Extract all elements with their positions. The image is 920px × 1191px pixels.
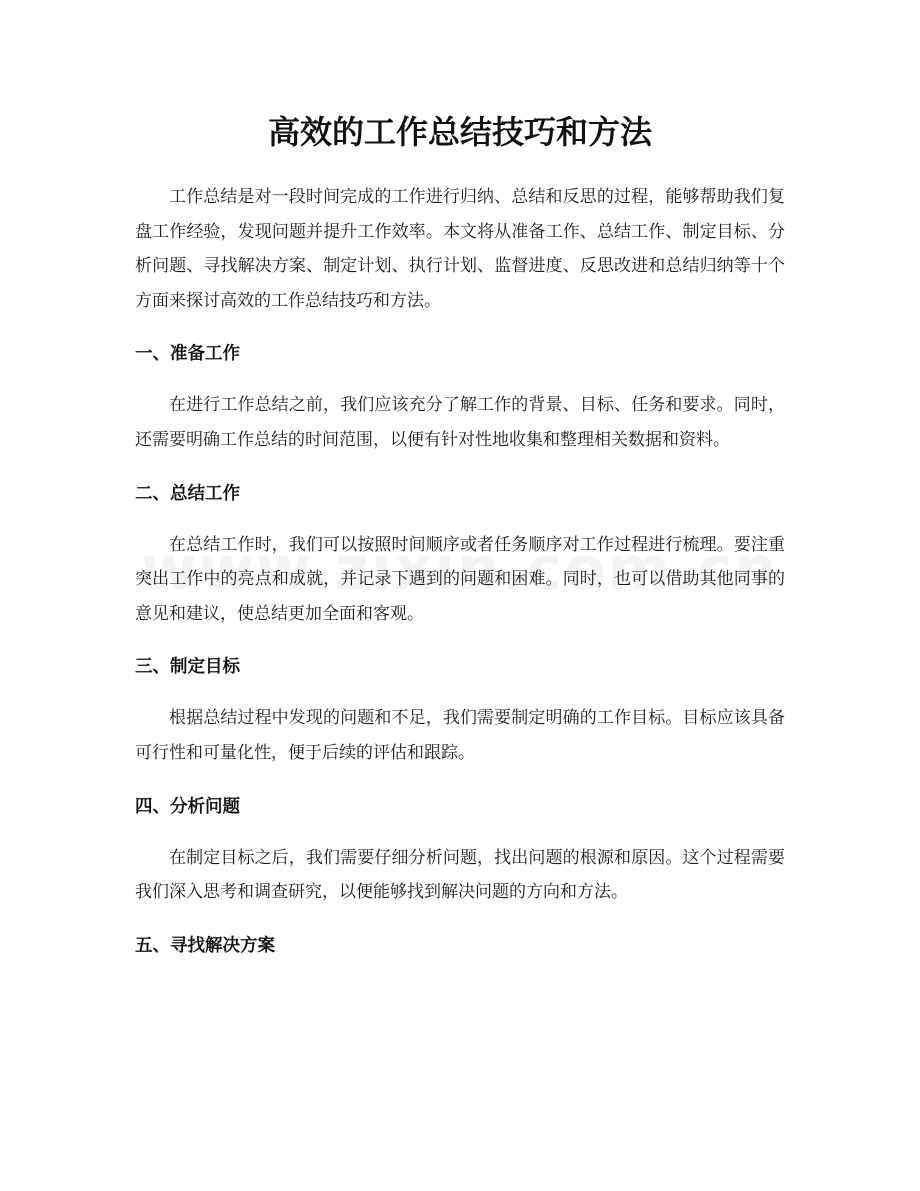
section-heading-solutions: 五、寻找解决方案 bbox=[135, 935, 275, 956]
document-body bbox=[135, 180, 785, 962]
section-body-analyze: 在制定目标之后，我们需要仔细分析问题，找出问题的根源和原因。这个过程需要我们深入思考和调查研究，以便能够找到解决问题的方向和方法。 bbox=[135, 847, 785, 903]
document-title: 高效的工作总结技巧和方法 bbox=[267, 113, 652, 151]
intro-paragraph: 工作总结是对一段时间完成的工作进行归纳、总结和反思的过程，能够帮助我们复盘工作经验，发现问题并提升工作效率。本文将从准备工作、总结工作、制定目标、分析问题、寻找解决方案、制定计划、执行计划、监督进度、反思改进和总结归纳等十个方面来探讨高效的工作总结技巧和方法。 bbox=[135, 187, 785, 311]
section-heading-analyze: 四、分析问题 bbox=[135, 796, 240, 817]
section-body-goals: 根据总结过程中发现的问题和不足，我们需要制定明确的工作目标。目标应该具备可行性和可量化性，便于后续的评估和跟踪。 bbox=[135, 708, 785, 763]
section-heading-goals: 三、制定目标 bbox=[135, 657, 240, 678]
section-body-summarize: 在总结工作时，我们可以按照时间顺序或者任务顺序对工作过程进行梳理。要注重突出工作中的亮点和成就，并记录下遇到的问题和困难。同时，也可以借助其他同事的意见和建议，使总结更加全面和客观。 bbox=[135, 534, 785, 624]
section-heading-summarize: 二、总结工作 bbox=[135, 483, 240, 504]
section-body-prepare: 在进行工作总结之前，我们应该充分了解工作的背景、目标、任务和要求。同时，还需要明确工作总结的时间范围，以便有针对性地收集和整理相关数据和资料。 bbox=[135, 395, 785, 450]
section-heading-prepare: 一、准备工作 bbox=[135, 344, 240, 365]
